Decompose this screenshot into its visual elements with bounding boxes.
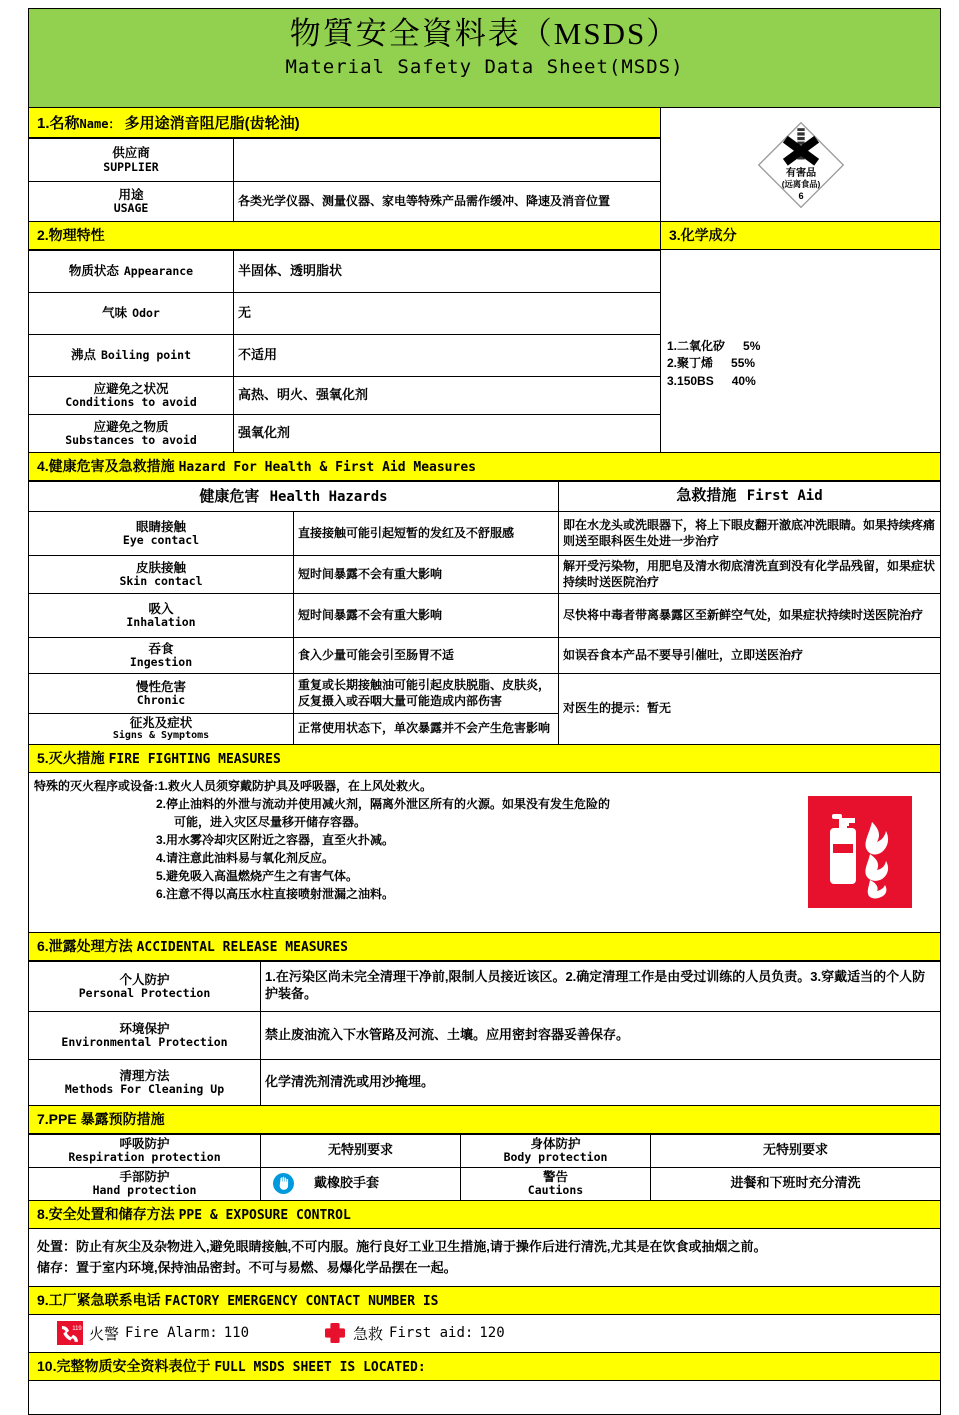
boiling-point-label-en: Boiling point: [101, 348, 192, 363]
fire-item-3: 3.用水雾冷却灾区附近之容器，直至火扑减。: [156, 832, 395, 847]
table-row: [29, 674, 941, 714]
fire-item-2: 2.停止油料的外泄与流动并使用减火剂，隔离外泄区所有的火源。如果没有发生危险的: [156, 796, 611, 811]
chronic-label-en: Chronic: [136, 693, 186, 708]
conditions-to-avoid-label-en: Conditions to avoid: [65, 395, 197, 410]
supplier-label: [29, 139, 234, 182]
personal-protection-label-en: Personal Protection: [78, 985, 211, 1000]
supplier-label-en: SUPPLIER: [103, 159, 159, 174]
section-5-title-bar: [28, 745, 941, 773]
section-8-body: [28, 1229, 941, 1288]
fire-alarm-entry: [57, 1321, 249, 1345]
cautions-value: 进餐和下班时充分清洗: [651, 1167, 941, 1200]
respiration-protection-label-en: Respiration protection: [68, 1150, 221, 1165]
conditions-to-avoid-label: [29, 377, 234, 415]
inhalation-hazard: 短时间暴露不会有重大影响: [294, 594, 559, 638]
pictogram-line2: (远离食品): [781, 179, 820, 189]
table-row: [29, 1011, 941, 1059]
section-6-title-bar: [28, 933, 941, 961]
substances-to-avoid-label-cn: 应避免之物质: [93, 419, 169, 434]
product-name-value: 多用途消音阻尼脂(齿轮油): [124, 115, 300, 132]
first-aid-label-cn: 急救: [353, 1325, 384, 1343]
section-5-title-en: FIRE FIGHTING MEASURES: [108, 751, 281, 767]
cautions-label-cn: 警告: [542, 1170, 568, 1185]
eye-contact-label-cn: 眼睛接触: [135, 519, 186, 534]
ingestion-label: [29, 638, 294, 674]
section-9-title-en: FACTORY EMERGENCY CONTACT NUMBER IS: [164, 1294, 439, 1310]
section-9-title-cn: 9.工厂紧急联系电话: [37, 1292, 161, 1309]
component-2-percent: 55%: [731, 356, 756, 371]
substances-to-avoid-label-en: Substances to avoid: [65, 433, 197, 448]
chemical-composition-cell: [661, 250, 941, 453]
boiling-point-label-cn: 沸点: [70, 348, 96, 363]
table-row: [29, 377, 661, 415]
list-item: [667, 338, 760, 355]
section-9-body: [28, 1315, 941, 1353]
pictogram-line3: 6: [797, 190, 804, 201]
chemical-composition-list: [667, 338, 760, 390]
component-1-index: 1.: [667, 339, 678, 353]
table-row: [29, 961, 941, 1011]
odor-label-cn: 气味: [102, 306, 128, 321]
fire-alarm-phone-icon: [57, 1321, 83, 1345]
skin-contact-hazard: 短时间暴露不会有重大影响: [294, 556, 559, 594]
respiration-protection-value: 无特别要求: [261, 1134, 461, 1167]
chronic-label-cn: 慢性危害: [135, 679, 186, 694]
boiling-point-label: [29, 335, 234, 377]
odor-label-en: Odor: [132, 306, 160, 321]
handling-line: 处置：防止有灰尘及杂物进入,避免眼睛接触,不可内服。施行良好工业卫生措施,请于操作后进行清洗,尤其是在饮食或抽烟之前。: [37, 1238, 767, 1254]
chronic-first-aid: 对医生的提示：暂无: [559, 674, 941, 745]
section-6-title-en: ACCIDENTAL RELEASE MEASURES: [136, 939, 348, 955]
section-8-title-cn: 8.安全处置和储存方法: [37, 1205, 175, 1222]
cleaning-methods-label: [29, 1059, 261, 1105]
body-protection-value: 无特别要求: [651, 1134, 941, 1167]
inhalation-label-en: Inhalation: [126, 615, 196, 630]
table-row: [29, 182, 661, 222]
hand-protection-label-cn: 手部防护: [119, 1170, 170, 1185]
section-9-title-bar: [28, 1287, 941, 1315]
section-10-body: [28, 1381, 941, 1415]
section-7-title-bar: 7.PPE 暴露预防措施: [28, 1106, 941, 1134]
inhalation-label-cn: 吸入: [148, 601, 174, 616]
body-protection-label-cn: 身体防护: [530, 1137, 581, 1152]
environmental-protection-label-en: Environmental Protection: [61, 1034, 228, 1049]
appearance-label-en: Appearance: [123, 264, 194, 279]
health-hazards-header-en: Health Hazards: [269, 488, 388, 505]
section-1-block: [28, 108, 941, 222]
eye-contact-label: [29, 512, 294, 556]
cleaning-methods-label-en: Methods For Cleaning Up: [64, 1081, 225, 1096]
ingestion-first-aid: 如误吞食本产品不要导引催吐，立即送医治疗: [559, 638, 941, 674]
component-3-index: 3.: [667, 373, 678, 388]
environmental-protection-label-cn: 环境保护: [119, 1021, 170, 1036]
skin-contact-label-en: Skin contacl: [119, 574, 203, 589]
eye-contact-first-aid: 即在水龙头或洗眼器下，将上下眼皮翻开澈底冲洗眼睛。如果持续疼痛则送至眼科医生处进一步治疗: [559, 512, 941, 556]
component-2-name: 聚丁烯: [677, 356, 714, 371]
section-6-title-cn: 6.泄露处理方法: [37, 937, 133, 954]
cautions-label-en: Cautions: [527, 1183, 584, 1198]
section-8-title-en: PPE & EXPOSURE CONTROL: [178, 1207, 351, 1223]
cautions-label: [461, 1167, 651, 1200]
list-item: [667, 373, 760, 390]
page-title-en: Material Safety Data Sheet(MSDS): [285, 55, 684, 78]
component-1-name: 二氧化矽: [677, 339, 726, 353]
environmental-protection-label: [29, 1011, 261, 1059]
section-3-title-bar: 3.化学成分: [661, 222, 941, 250]
inhalation-first-aid: 尽快将中毒者带离暴露区至新鲜空气处，如果症状持续时送医院治疗: [559, 594, 941, 638]
fire-item-2-cont: 可能，进入灾区尽量移开储存容器。: [174, 814, 367, 829]
section-10-title-bar: [28, 1353, 941, 1381]
table-row: [29, 594, 941, 638]
section-1-title-bar: [28, 108, 661, 138]
supplier-usage-table: [28, 138, 661, 222]
first-aid-label-en: First aid:: [389, 1325, 474, 1342]
section-1-title-en: Name：: [79, 117, 121, 131]
ingestion-label-en: Ingestion: [129, 655, 193, 670]
usage-label-en: USAGE: [113, 201, 149, 216]
component-1-percent: 5%: [743, 339, 761, 353]
first-aid-entry: [323, 1321, 505, 1345]
odor-label: [29, 293, 234, 335]
health-hazard-table: [28, 481, 941, 745]
substances-to-avoid-label: [29, 415, 234, 453]
hazard-pictogram-cell: [661, 108, 941, 222]
conditions-to-avoid-value: 高热、明火、强氧化剂: [234, 377, 661, 415]
section-1-title-cn: 1.名称: [37, 115, 80, 132]
table-row: [29, 293, 661, 335]
harmful-substance-diamond-icon: [755, 119, 847, 211]
list-item: [34, 777, 776, 795]
signs-symptoms-label-cn: 征兆及症状: [129, 716, 193, 730]
section-10-title-en: FULL MSDS SHEET IS LOCATED:: [214, 1360, 426, 1376]
fire-item-6: 6.注意不得以高压水柱直接喷射泄漏之油料。: [156, 886, 395, 901]
table-row: [29, 1059, 941, 1105]
table-row: [29, 512, 941, 556]
document-header-banner: [28, 8, 941, 108]
hand-protection-value-cell: [261, 1167, 461, 1200]
fire-alarm-number: 110: [223, 1325, 250, 1342]
table-row: [29, 556, 941, 594]
skin-contact-label: [29, 556, 294, 594]
odor-value: 无: [234, 293, 661, 335]
appearance-label-cn: 物质状态: [68, 264, 119, 279]
section-2-3-body: [28, 250, 941, 453]
fire-fighting-procedures: [29, 773, 780, 932]
chronic-hazard: 重复或长期接触油可能引起皮肤脱脂、皮肤炎，反复摄入或吞咽大量可能造成内部伤害: [294, 674, 559, 714]
list-item: [667, 355, 760, 372]
ingestion-hazard: 食入少量可能会引至肠胃不适: [294, 638, 559, 674]
appearance-label: [29, 251, 234, 293]
fire-extinguisher-sign-icon: [808, 796, 912, 908]
usage-label-cn: 用途: [118, 187, 144, 202]
respiration-protection-label-cn: 呼吸防护: [119, 1137, 170, 1152]
section-8-title-bar: [28, 1201, 941, 1229]
substances-to-avoid-value: 强氧化剂: [234, 415, 661, 453]
fire-icon-number: 119: [72, 1326, 82, 1333]
ingestion-label-cn: 吞食: [148, 641, 174, 656]
section-5-body: [28, 773, 941, 933]
table-header-row: [29, 482, 941, 512]
personal-protection-value: 1.在污染区尚未完全清理干净前,限制人员接近该区。2.确定清理工作是由受过训练的人员负责。3.穿戴适当的个人防护装备。: [261, 961, 941, 1011]
table-row: [29, 1134, 941, 1167]
eye-contact-label-en: Eye contacl: [122, 533, 200, 548]
inhalation-label: [29, 594, 294, 638]
section-4-title-cn: 4.健康危害及急救措施: [37, 458, 175, 474]
environmental-protection-value: 禁止废油流入下水管路及河流、土壤。应用密封容器妥善保存。: [261, 1011, 941, 1059]
health-hazards-column-header: [29, 482, 559, 512]
personal-protection-label-cn: 个人防护: [119, 972, 170, 987]
table-row: [29, 139, 661, 182]
first-aid-header-cn: 急救措施: [676, 487, 737, 505]
first-aid-column-header: [559, 482, 941, 512]
pictogram-line1: 有害品: [785, 167, 816, 179]
ppe-table: [28, 1134, 941, 1201]
personal-protection-label: [29, 961, 261, 1011]
hand-protection-value: 戴橡胶手套: [314, 1175, 380, 1191]
health-hazards-header-cn: 健康危害: [199, 487, 260, 505]
physical-properties-table: [28, 250, 661, 453]
hand-protection-label: [29, 1167, 261, 1200]
cleaning-methods-value: 化学清洗剂清洗或用沙掩埋。: [261, 1059, 941, 1105]
section-2-3-title-bars: [28, 222, 941, 250]
body-protection-label-en: Body protection: [503, 1150, 608, 1165]
table-row: [29, 638, 941, 674]
fire-lead-text: 特殊的灭火程序或设备:: [34, 778, 158, 793]
component-3-name: 150BS: [677, 373, 714, 388]
cleaning-methods-label-cn: 清理方法: [119, 1068, 170, 1083]
supplier-value: [234, 139, 661, 182]
fire-sign-cell: [780, 773, 940, 932]
first-aid-cross-icon: [323, 1321, 347, 1345]
table-row: [29, 251, 661, 293]
usage-label: [29, 182, 234, 222]
respiration-protection-label: [29, 1134, 261, 1167]
release-measures-table: [28, 961, 941, 1106]
fire-alarm-label-en: Fire Alarm:: [125, 1325, 218, 1342]
usage-value: 各类光学仪器、测量仪器、家电等特殊产品需作缓冲、降速及消音位置: [234, 182, 661, 222]
glove-icon: [273, 1173, 294, 1194]
fire-alarm-label-cn: 火警: [89, 1325, 120, 1343]
component-3-percent: 40%: [731, 373, 756, 388]
section-4-title-en: Hazard For Health & First Aid Measures: [178, 460, 476, 475]
chronic-label: [29, 674, 294, 714]
table-row: [29, 415, 661, 453]
skin-contact-first-aid: 解开受污染物，用肥皂及清水彻底清洗直到没有化学品残留，如果症状持续时送医院治疗: [559, 556, 941, 594]
signs-symptoms-label: [29, 714, 294, 745]
boiling-point-value: 不适用: [234, 335, 661, 377]
page-title-cn: 物質安全資料表（MSDS）: [289, 16, 680, 51]
fire-item-1: 1.救火人员须穿戴防护具及呼吸器，在上风处救火。: [158, 778, 433, 793]
supplier-label-cn: 供应商: [112, 146, 150, 161]
fire-item-5: 5.避免吸入高温燃烧产生之有害气体。: [156, 868, 359, 883]
signs-symptoms-label-en: Signs & Symptoms: [112, 730, 210, 742]
section-5-title-cn: 5.灭火措施: [37, 749, 105, 766]
table-row: [29, 1167, 941, 1200]
section-10-title-cn: 10.完整物质安全资料表位于: [37, 1358, 211, 1375]
section-4-title-bar: [28, 453, 941, 481]
skin-contact-label-cn: 皮肤接触: [135, 560, 186, 575]
first-aid-number: 120: [479, 1325, 505, 1342]
fire-item-4: 4.请注意此油料易与氧化剂反应。: [156, 850, 335, 865]
signs-symptoms-hazard: 正常使用状态下，单次暴露并不会产生危害影响: [294, 714, 559, 745]
component-2-index: 2.: [667, 356, 678, 371]
appearance-value: 半固体、透明脂状: [234, 251, 661, 293]
first-aid-header-en: First Aid: [746, 488, 823, 505]
storage-line: 储存：置于室内环境,保持油品密封。不可与易燃、易爆化学品摆在一起。: [37, 1259, 457, 1275]
conditions-to-avoid-label-cn: 应避免之状况: [93, 381, 169, 396]
hand-protection-label-en: Hand protection: [92, 1183, 197, 1198]
section-2-title-bar: 2.物理特性: [28, 222, 661, 250]
table-row: [29, 335, 661, 377]
body-protection-label: [461, 1134, 651, 1167]
eye-contact-hazard: 直接接触可能引起短暂的发红及不舒服感: [294, 512, 559, 556]
